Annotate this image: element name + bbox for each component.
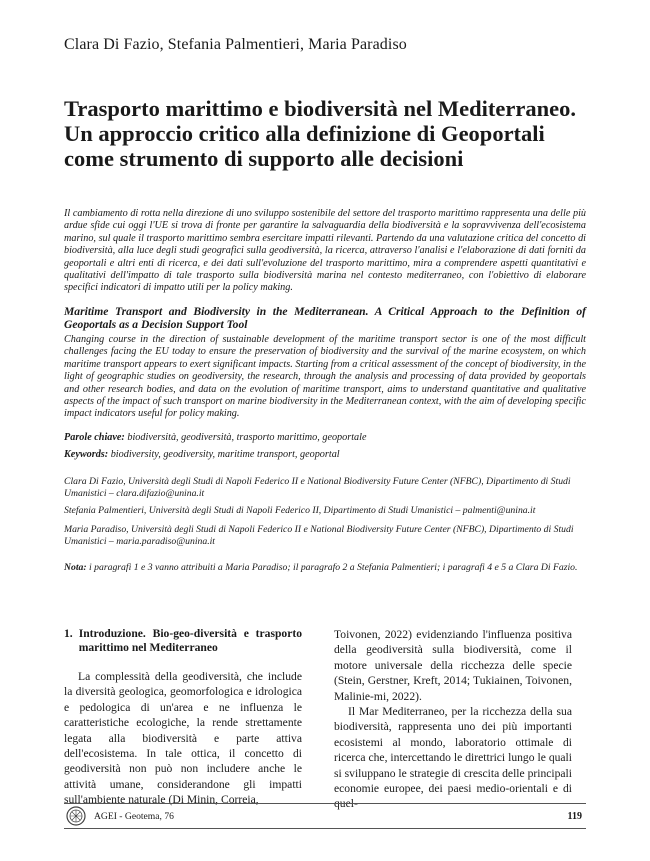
page-number: 119 — [567, 810, 582, 822]
body-paragraph: La complessità della geodiversità, che include la diversità geologica, geomorfologica e idrologica e pedologica di un'area e ne influenza le caratteristiche ecologiche, la rende strettamente legata alla biodiversità e parte attiva dell'ecosistema. In tale ottica, il concetto di geodiversità non può non includere anche le attività umane, considerandone gli impatti sull'ambiente naturale (Di Minin, Correia, — [64, 670, 302, 807]
title-line: Trasporto marittimo e biodiversità nel Mediterraneo. — [64, 96, 576, 121]
journal-name: AGEI - Geotema, 76 — [94, 810, 174, 822]
body-paragraph: Il Mar Mediterraneo, per la ricchezza della sua biodiversità, rappresenta uno dei più importanti ecosistemi al mondo, laboratorio ottimale di ricerca che, intercettando le direttrici lungo le quali si sviluppano le strategie di crescita delle principali economie europee, dei paesi medio-orientali e di quel- — [334, 705, 572, 811]
keywords-italian-label: Parole chiave: — [64, 432, 125, 443]
section-number: 1. — [64, 627, 73, 640]
section-heading — [64, 627, 302, 655]
affiliation-palmentieri: Stefania Palmentieri, Università degli Studi di Napoli Federico II, Dipartimento di Studi Umanistici – palmenti@unina.it — [64, 505, 536, 516]
abstract-english: Changing course in the direction of sustainable development of the maritime transport sector is one of the most difficult challenges facing the EU today to ensure the preservation of biodiversity and the survival of the marine ecosystem, on which maritime transport appears to exert significant impacts. Starting from a critical assessment of the concept of biodiversity, in the light of geographic studies on geodiversity, the research, through the analysis and processing of data provided by geoportals and other research bodies, and data on the evolution of maritime transport, aims to understand quantitative and qualitative aspects of the impact of such transport on marine biodiversity in the Mediterranean context, with the aim of developing specific impact indicators useful for policy making. — [64, 334, 586, 420]
author-list: Clara Di Fazio, Stefania Palmentieri, Maria Paradiso — [64, 36, 407, 53]
body-paragraph: Toivonen, 2022) evidenziando l'influenza positiva della geodiversità sulla biodiversità, come il motore universale della ricchezza delle specie (Stein, Gerstner, Kreft, 2014; Tukiainen, Toivonen, Malinie-mi, 2022). — [334, 628, 572, 703]
article-title — [64, 96, 604, 171]
title-line: Un approccio critico alla definizione di Geoportali — [64, 121, 545, 146]
english-title: Maritime Transport and Biodiversity in the Mediterranean. A Critical Approach to the Definition of Geoportals as a Decision Support Tool — [64, 305, 586, 331]
section-title: Introduzione. Bio-geo-diversità e trasporto marittimo nel Mediterraneo — [78, 627, 302, 654]
author-note — [64, 562, 604, 573]
author-note-text: i paragrafi 1 e 3 vanno attribuiti a Maria Paradiso; il paragrafo 2 a Stefania Palmentieri; i paragrafi 4 e 5 a Clara Di Fazio. — [86, 562, 578, 573]
body-column-left — [64, 627, 302, 808]
agei-logo-icon — [66, 806, 86, 826]
keywords-english — [64, 449, 586, 460]
keywords-english-value: biodiversity, geodiversity, maritime transport, geoportal — [108, 449, 340, 460]
keywords-italian — [64, 432, 586, 443]
affiliation-di-fazio: Clara Di Fazio, Università degli Studi di Napoli Federico II e National Biodiversity Future Center (NFBC), Dipartimento di Studi Umanistici – clara.difazio@unina.it — [64, 476, 571, 499]
abstract-italian: Il cambiamento di rotta nella direzione di uno sviluppo sostenibile del settore del trasporto marittimo rappresenta una delle più ardue sfide cui oggi l'UE si trova di fronte per garantire la salvaguardia della biodiversità e la sopravvivenza dell'ecosistema marino, sul quale il trasporto marittimo sembra esercitare impatti rilevanti. Partendo da una valutazione critica del concetto di biodiversità, alla luce degli studi geografici sulla geodiversità, la ricerca, attraverso l'analisi e l'elaborazione di dati forniti da geoportali e altri enti di ricerca, e dei dati sull'evoluzione del trasporto marittimo, mira a comprendere aspetti quantitativi e qualitativi dell'impatto di tale trasporto sulla biodiversità marina nel contesto mediterraneo, con l'obiettivo di elaborare specifici indicatori di impatto utili per la policy making. — [64, 208, 586, 294]
title-line: come strumento di supporto alle decisioni — [64, 146, 464, 171]
page-footer — [64, 803, 586, 829]
body-column-right — [334, 627, 572, 812]
keywords-italian-value: biodiversità, geodiversità, trasporto marittimo, geoportale — [124, 432, 367, 443]
affiliation-paradiso: Maria Paradiso, Università degli Studi di Napoli Federico II e National Biodiversity Future Center (NFBC), Dipartimento di Studi Umanistici – maria.paradiso@unina.it — [64, 524, 574, 547]
keywords-english-label: Keywords: — [64, 449, 109, 460]
author-note-label: Nota: — [64, 562, 87, 573]
